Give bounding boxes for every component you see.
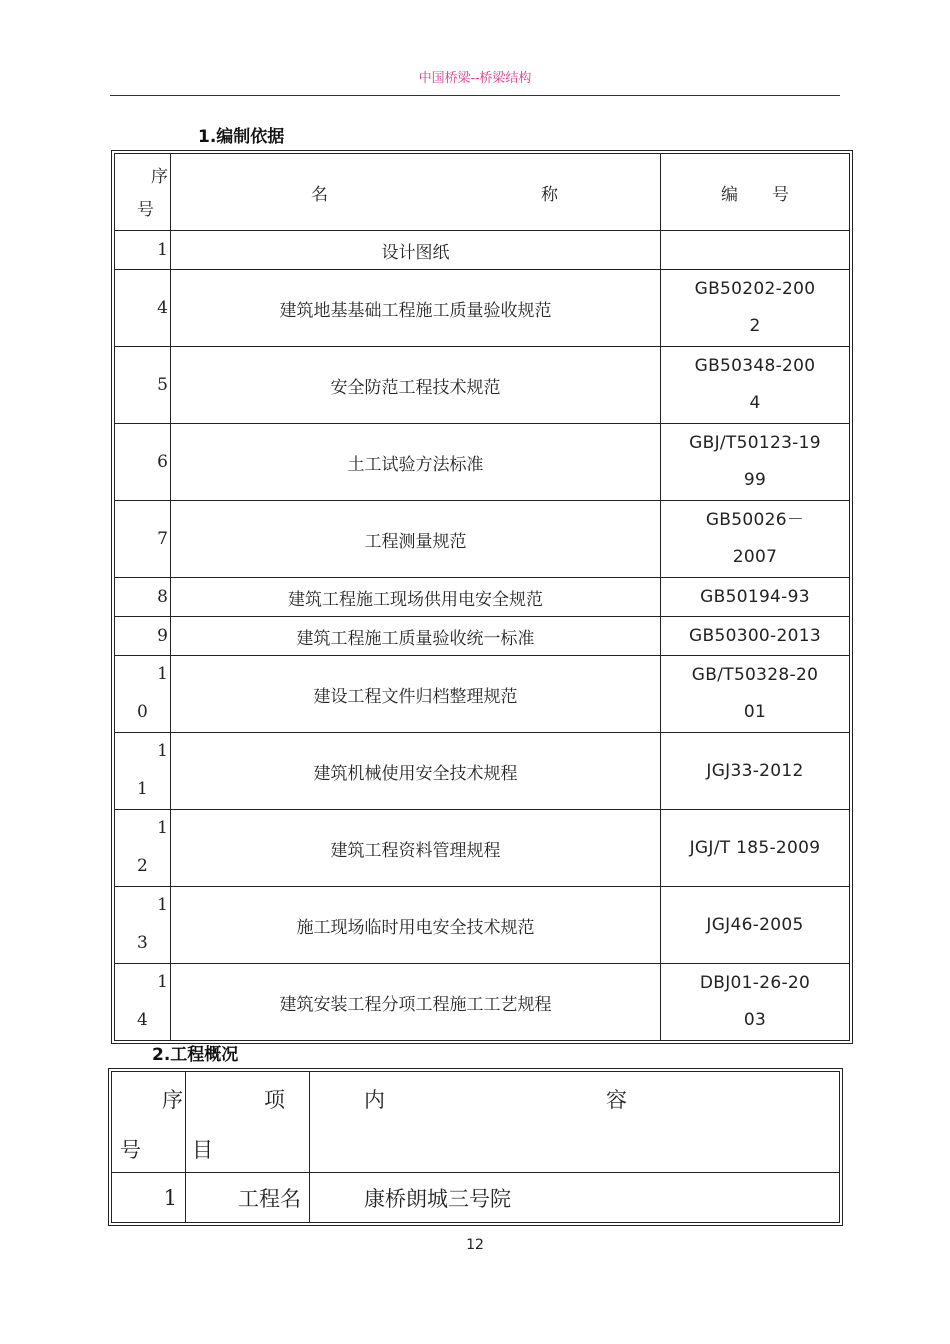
basis-table-row <box>115 887 850 964</box>
row-seq-digit: 3 <box>137 933 148 953</box>
row-code-line: 03 <box>743 1010 767 1030</box>
row-code-cell <box>661 424 850 501</box>
row-code-cell <box>661 501 850 578</box>
row-seq-digit: 8 <box>157 587 168 607</box>
row-seq-digit: 9 <box>157 626 168 646</box>
row-code-cell <box>661 270 850 347</box>
row-seq-digit: 6 <box>157 452 168 472</box>
header-name-left: 名 <box>311 185 328 205</box>
row-code-line: 99 <box>743 470 767 490</box>
header-name-right: 称 <box>541 185 558 205</box>
row-code-line: GB50300-2013 <box>689 625 821 646</box>
overview-item-top: 项 <box>264 1088 285 1112</box>
overview-row-content: 康桥朗城三号院 <box>310 1173 840 1223</box>
overview-header-seq <box>112 1072 186 1173</box>
overview-row-seq: 1 <box>112 1173 186 1223</box>
row-code-line: 2007 <box>732 547 778 567</box>
basis-table-row <box>115 501 850 578</box>
section-2-title: 2.工程概况 <box>152 1045 239 1065</box>
overview-seq-top: 序 <box>162 1088 183 1112</box>
row-name-cell: 建筑工程资料管理规程 <box>171 810 661 887</box>
basis-table-row <box>115 424 850 501</box>
row-seq-digit: 7 <box>157 529 168 549</box>
row-seq-cell <box>115 347 171 424</box>
row-seq-cell <box>115 887 171 964</box>
overview-seq-bottom: 号 <box>120 1138 141 1162</box>
basis-table-row <box>115 733 850 810</box>
row-seq-digit: 1 <box>157 240 168 260</box>
basis-table-row <box>115 231 850 270</box>
row-code-line: 4 <box>749 393 761 413</box>
row-seq-digit: 4 <box>137 1010 148 1030</box>
row-name-cell: 施工现场临时用电安全技术规范 <box>171 887 661 964</box>
page-header-title: 中国桥梁--桥梁结构 <box>418 71 532 86</box>
row-seq-digit: 1 <box>157 972 168 992</box>
row-code-cell <box>661 964 850 1041</box>
row-seq-cell <box>115 617 171 656</box>
row-seq-cell <box>115 733 171 810</box>
row-name-cell: 建设工程文件归档整理规范 <box>171 656 661 733</box>
row-code-cell <box>661 347 850 424</box>
row-name-cell: 建筑安装工程分项工程施工工艺规程 <box>171 964 661 1041</box>
basis-table-header-row <box>115 154 850 231</box>
row-seq-cell <box>115 656 171 733</box>
row-code-cell <box>661 733 850 810</box>
header-cell-code: 编 号 <box>661 154 850 231</box>
overview-content-right: 容 <box>606 1088 627 1112</box>
row-code-cell <box>661 578 850 617</box>
overview-row-item: 工程名 <box>186 1173 310 1223</box>
row-code-cell <box>661 617 850 656</box>
row-code-line: JGJ33-2012 <box>706 760 804 781</box>
row-code-line: GB50026－ <box>705 510 805 530</box>
row-code-line: JGJ/T 185-2009 <box>689 837 821 858</box>
row-name-cell: 建筑工程施工质量验收统一标准 <box>171 617 661 656</box>
row-code-line: GB50194-93 <box>700 586 810 607</box>
overview-header-content <box>310 1072 840 1173</box>
row-name-cell: 建筑机械使用安全技术规程 <box>171 733 661 810</box>
row-code-line: GB50348-200 <box>694 356 816 376</box>
row-name-cell: 建筑工程施工现场供用电安全规范 <box>171 578 661 617</box>
header-seq-top: 序 <box>151 167 168 187</box>
basis-table-row <box>115 810 850 887</box>
overview-header-item <box>186 1072 310 1173</box>
page-number: 12 <box>466 1237 484 1253</box>
header-cell-seq <box>115 154 171 231</box>
row-name-cell: 安全防范工程技术规范 <box>171 347 661 424</box>
row-code-cell <box>661 887 850 964</box>
row-seq-cell <box>115 578 171 617</box>
row-seq-cell <box>115 231 171 270</box>
basis-table-row <box>115 578 850 617</box>
row-name-cell: 设计图纸 <box>171 231 661 270</box>
row-name-cell: 工程测量规范 <box>171 501 661 578</box>
row-seq-digit: 1 <box>157 741 168 761</box>
row-seq-cell <box>115 501 171 578</box>
basis-table <box>114 153 850 1041</box>
row-code-cell <box>661 231 850 270</box>
row-code-line: GB/T50328-20 <box>691 665 819 685</box>
row-seq-cell <box>115 270 171 347</box>
overview-header-row <box>112 1072 840 1173</box>
row-seq-cell <box>115 424 171 501</box>
row-code-line: 01 <box>743 702 767 722</box>
basis-table-row <box>115 270 850 347</box>
basis-table-row <box>115 617 850 656</box>
header-seq-bottom: 号 <box>137 200 154 220</box>
header-cell-name <box>171 154 661 231</box>
row-code-line: JGJ46-2005 <box>706 914 804 935</box>
row-seq-digit: 4 <box>157 298 168 318</box>
row-seq-digit: 1 <box>157 895 168 915</box>
row-seq-cell <box>115 810 171 887</box>
section-1-title: 1.编制依据 <box>198 127 285 147</box>
row-seq-digit: 1 <box>157 818 168 838</box>
row-code-line: GB50202-200 <box>694 279 816 299</box>
basis-table-row <box>115 656 850 733</box>
row-seq-digit: 1 <box>157 664 168 684</box>
row-seq-digit: 2 <box>137 856 148 876</box>
overview-row <box>112 1173 840 1223</box>
basis-table-row <box>115 964 850 1041</box>
row-seq-cell <box>115 964 171 1041</box>
overview-table <box>111 1071 840 1223</box>
row-name-cell: 土工试验方法标准 <box>171 424 661 501</box>
row-code-line: 2 <box>749 316 761 336</box>
overview-item-bottom: 目 <box>192 1138 213 1162</box>
row-code-line: GBJ/T50123-19 <box>689 433 821 453</box>
row-code-cell <box>661 656 850 733</box>
header-rule <box>110 95 840 96</box>
row-name-cell: 建筑地基基础工程施工质量验收规范 <box>171 270 661 347</box>
row-code-cell <box>661 810 850 887</box>
row-seq-digit: 0 <box>137 702 148 722</box>
row-seq-digit: 5 <box>157 375 168 395</box>
basis-table-row <box>115 347 850 424</box>
row-code-line: DBJ01-26-20 <box>699 973 811 993</box>
overview-content-left: 内 <box>364 1088 385 1112</box>
row-seq-digit: 1 <box>137 779 148 799</box>
